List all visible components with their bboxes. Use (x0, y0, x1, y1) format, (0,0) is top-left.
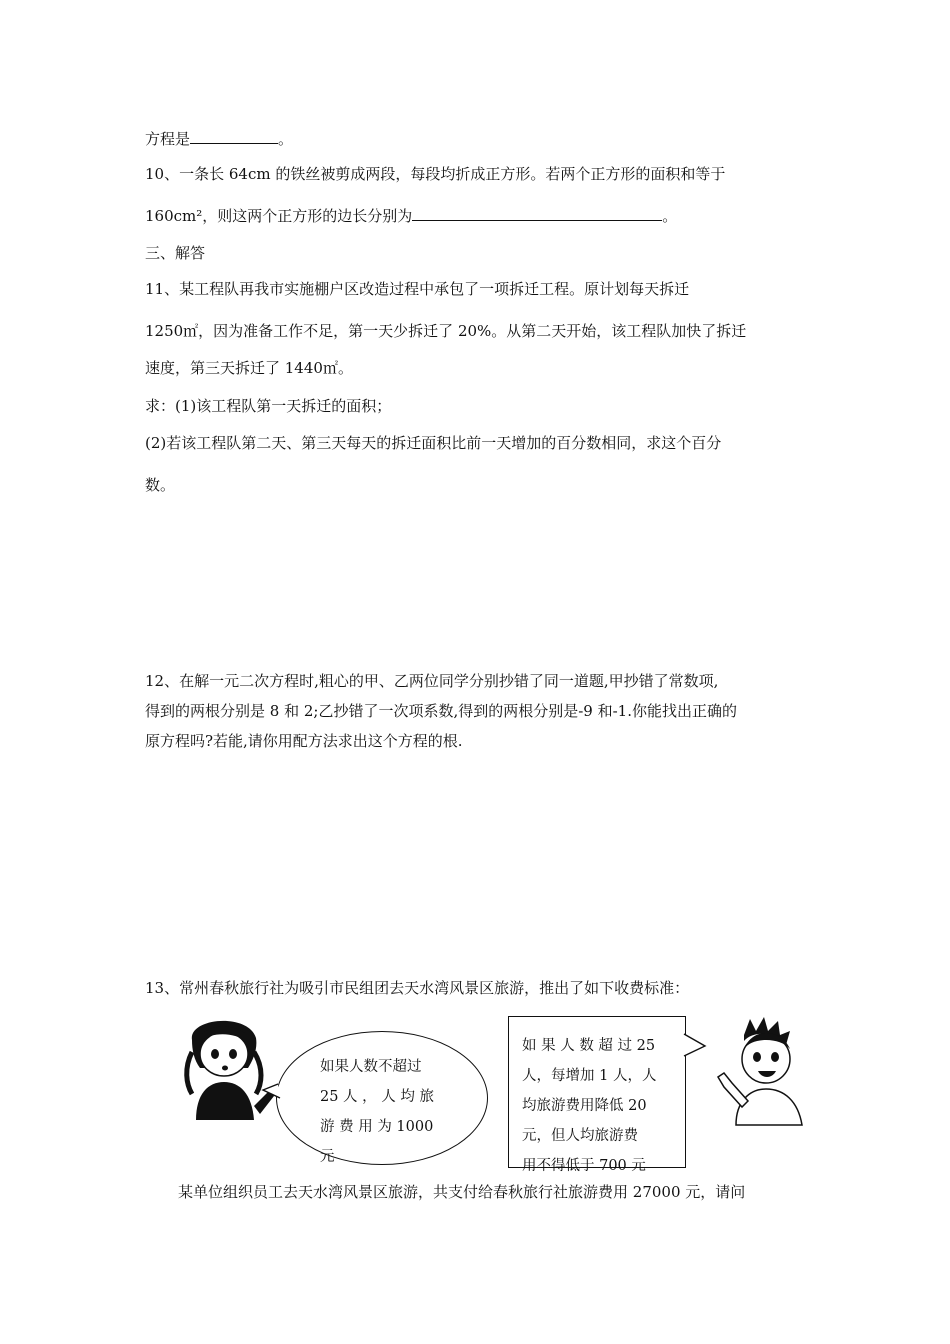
q11-line-2: 1250㎡，因为准备工作不足，第一天少拆迁了 20%。从第二天开始，该工程队加快了拆迁 (145, 322, 747, 340)
q11-line-6: 数。 (145, 476, 176, 494)
girl-bubble-line-2: 25 人 ， 人 均 旅 (320, 1089, 434, 1105)
q9-line (145, 128, 293, 149)
q9-end: 。 (278, 130, 294, 148)
q12-line-2: 得到的两根分别是 8 和 2;乙抄错了一次项系数,得到的两根分别是-9 和-1.你能找出正确的 (145, 702, 737, 720)
girl-bubble-line-4: 元 (320, 1149, 335, 1165)
q9-text: 方程是 (145, 130, 191, 148)
boy-bubble-line-3: 均旅游费用降低 20 (522, 1098, 647, 1114)
girl-illustration (178, 1010, 278, 1125)
section-heading: 三、解答 (145, 244, 206, 262)
boy-bubble-tail (683, 1030, 713, 1060)
q13-line-1: 13、常州春秋旅行社为吸引市民组团去天水湾风景区旅游，推出了如下收费标准： (145, 979, 690, 997)
q9-answer-blank[interactable] (190, 143, 278, 144)
q11-line-5: (2)若该工程队第二天、第三天每天的拆迁面积比前一天增加的百分数相同，求这个百分 (145, 434, 722, 452)
q10-line-2 (145, 205, 677, 226)
q13-line-2: 某单位组织员工去天水湾风景区旅游，共支付给春秋旅行社旅游费用 27000 元，请问 (178, 1183, 746, 1201)
girl-bubble-line-3: 游 费 用 为 1000 (320, 1119, 434, 1135)
boy-illustration (710, 1015, 815, 1127)
q10-line-1: 10、一条长 64cm 的铁丝被剪成两段，每段均折成正方形。若两个正方形的面积和等于 (145, 165, 726, 183)
boy-bubble-line-4: 元，但人均旅游费 (522, 1128, 638, 1144)
q11-line-1: 11、某工程队再我市实施棚户区改造过程中承包了一项拆迁工程。原计划每天拆迁 (145, 280, 690, 298)
boy-bubble-line-2: 人，每增加 1 人，人 (522, 1068, 657, 1084)
q12-line-1: 12、在解一元二次方程时,粗心的甲、乙两位同学分别抄错了同一道题,甲抄错了常数项, (145, 672, 719, 690)
q11-line-4: 求：(1)该工程队第一天拆迁的面积； (145, 397, 392, 415)
boy-bubble-line-1: 如 果 人 数 超 过 25 (522, 1038, 656, 1054)
q10-answer-blank[interactable] (412, 220, 662, 221)
boy-bubble-line-5: 用不得低于 700 元 (522, 1158, 646, 1174)
q11-line-3: 速度，第三天拆迁了 1440㎡。 (145, 359, 353, 377)
q10-text: 160cm²，则这两个正方形的边长分别为 (145, 207, 413, 225)
girl-bubble-tail (262, 1082, 292, 1102)
girl-bubble-line-1: 如果人数不超过 (320, 1059, 422, 1075)
q12-line-3: 原方程吗?若能,请你用配方法求出这个方程的根. (145, 732, 463, 750)
boy-bubble-text (522, 1031, 656, 1181)
q10-end: 。 (662, 207, 678, 225)
girl-bubble-text (320, 1052, 434, 1172)
